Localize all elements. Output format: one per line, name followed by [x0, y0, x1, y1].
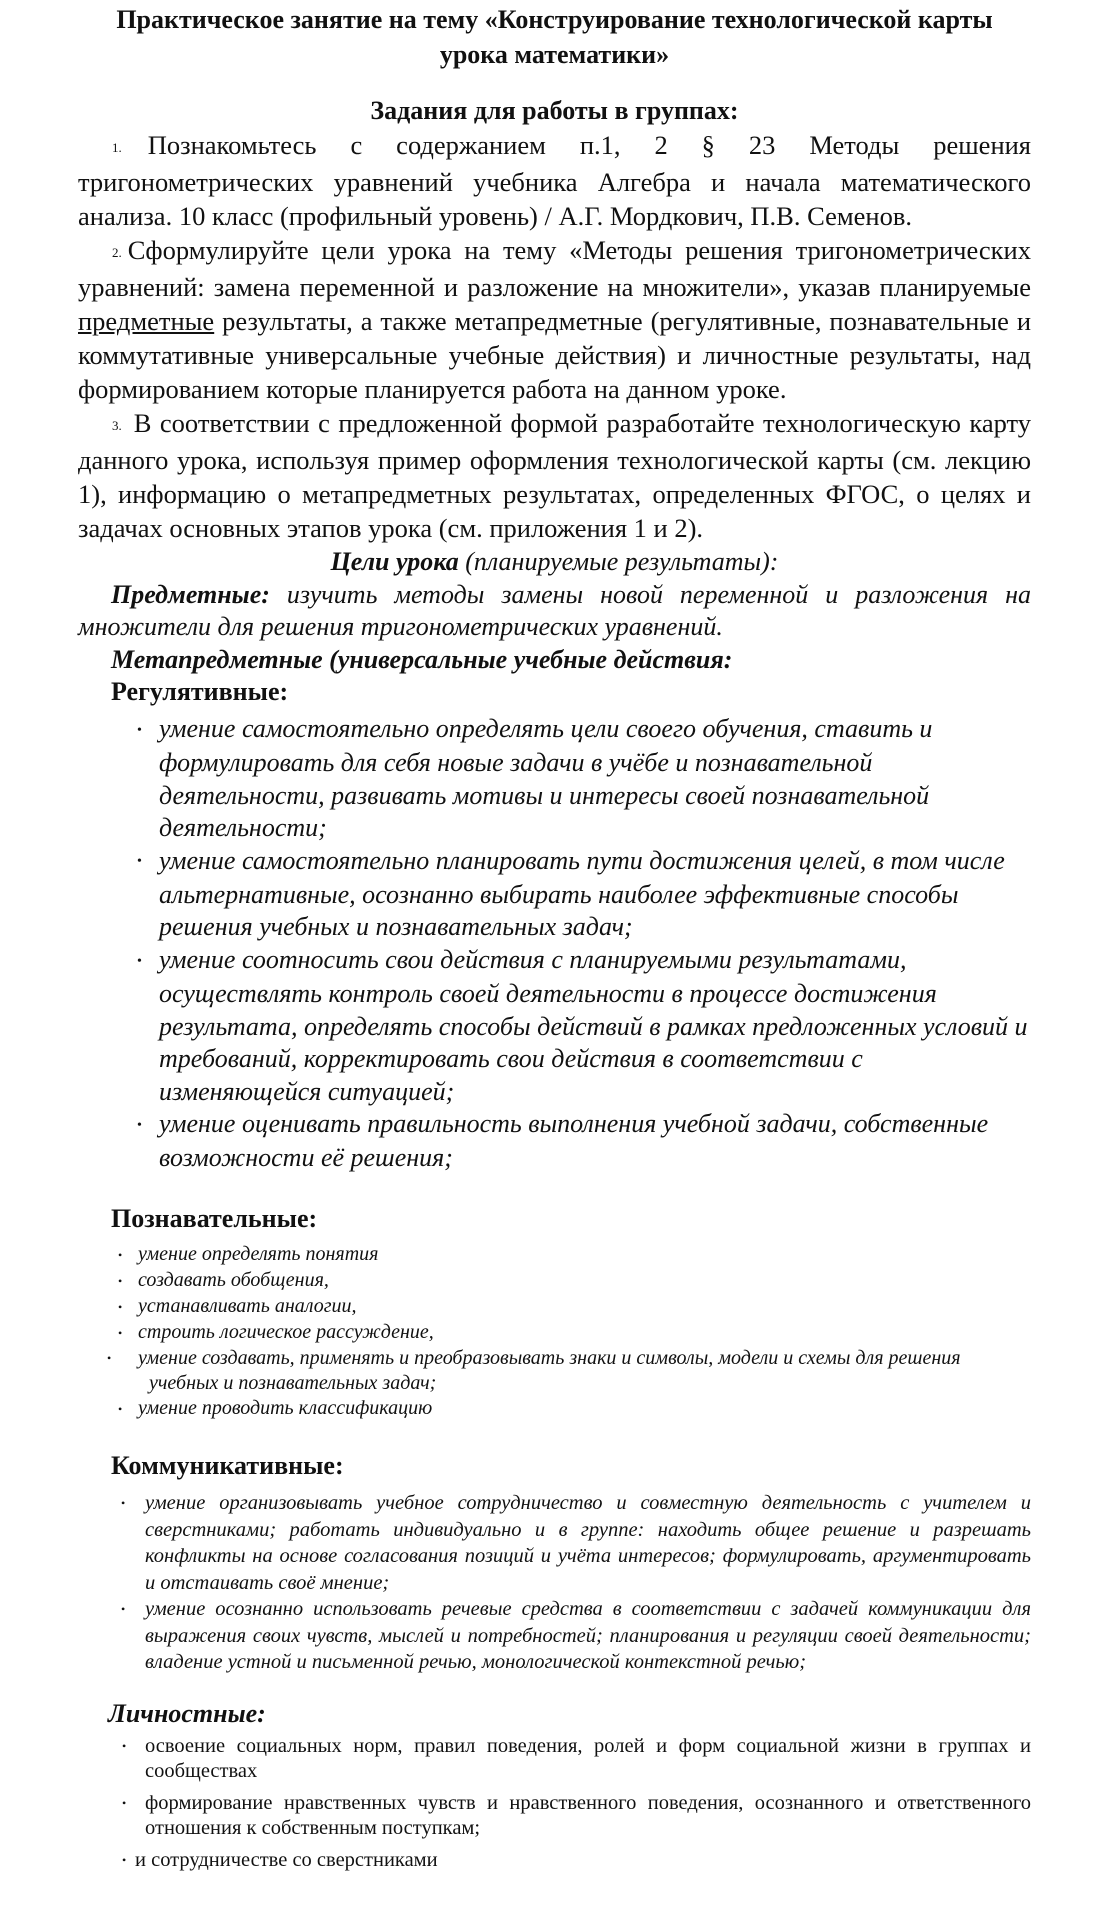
bullet-icon: • [137, 953, 142, 969]
list-item: • умение организовывать учебное сотрудничество и совместную деятельность с учителем и сверстниками; работать индивидуально и в группе: находить общее решение и разрешать конфликты на основе согласования позиций и учёта интересов; формулировать, аргументировать и отстаивать своё мнение; [121, 1492, 1031, 1594]
personal-list [78, 1734, 1031, 1874]
list-item: • строить логическое рассуждение, [78, 1320, 1031, 1346]
meta-heading: Метапредметные (универсальные учебные действия: [111, 644, 733, 674]
goals-heading-bold: Цели урока [330, 546, 459, 576]
bullet-icon: • [122, 1738, 127, 1753]
bullet-icon: • [137, 1117, 142, 1133]
regulatory-list [78, 713, 1031, 1175]
bullet-icon: • [137, 722, 142, 738]
bullet-icon: • [122, 1852, 127, 1867]
goals-heading-rest: (планируемые результаты): [458, 546, 779, 576]
bullet-icon: • [121, 1602, 126, 1617]
title-line-1: Практическое занятие на тему «Конструирование технологической карты [116, 5, 993, 34]
communicative-list [78, 1490, 1031, 1676]
regulatory-heading: Регулятивные: [111, 676, 289, 706]
list-item: • освоение социальных норм, правил поведения, ролей и форм социальной жизни в группах и сообществах [122, 1734, 1031, 1783]
bullet-icon: • [118, 1402, 123, 1417]
cognitive-list [78, 1242, 1031, 1422]
task-2-text-after: результаты, а также метапредметные (регулятивные, познавательные и коммутативные универсальные учебные действия) и личностные результаты, над формированием которые планируется работа на данном уроке. [78, 305, 1031, 404]
list-item: • умение осознанно использовать речевые средства в соответствии с задачей коммуникации для выражения своих чувств, мыслей и потребностей; планирования и регуляции своей деятельности; владение устной и письменной речью, монологической контекстной речью; [121, 1598, 1031, 1674]
bullet-icon: • [107, 1351, 112, 1366]
task-3 [78, 406, 1031, 545]
bullet-icon: • [137, 854, 142, 870]
subject-results [78, 579, 1031, 643]
list-item: • умение самостоятельно определять цели своего обучения, ставить и формулировать для себя новые задачи в учёбе и познавательной деятельности, развивать мотивы и интересы своей познавательной деятельности; [137, 713, 933, 843]
subject-label: Предметные: [111, 579, 270, 609]
task-2-text-before: Сформулируйте цели урока на тему «Методы решения тригонометрических уравнений: замена переменной и разложение на множители», указав планируемые [78, 234, 1031, 302]
list-item: • формирование нравственных чувств и нравственного поведения, осознанного и ответственного отношения к собственным поступкам; [122, 1791, 1031, 1840]
tasks-heading: Задания для работы в группах: [370, 96, 739, 125]
task-3-number: 3. [112, 417, 122, 433]
bullet-icon: • [118, 1247, 123, 1262]
list-item: • умение самостоятельно планировать пути достижения целей, в том числе альтернативные, осознанно выбирать наиболее эффективные способы решения учебных и познавательных задач; [137, 845, 1005, 942]
goals-heading [78, 545, 1031, 579]
list-item: • и сотрудничестве со сверстниками [78, 1848, 1031, 1874]
cognitive-heading: Познавательные: [111, 1203, 318, 1233]
communicative-heading: Коммуникативные: [111, 1451, 344, 1481]
task-1 [78, 128, 1031, 233]
task-2 [78, 233, 1031, 406]
task-1-text: Познакомьтесь с содержанием п.1, 2 § 23 Методы решения тригонометрических уравнений учебника Алгебра и начала математического анализа. 10 класс (профильный уровень) / А.Г. Мордкович, П.В. Семенов. [78, 130, 1031, 231]
bullet-icon: • [118, 1299, 123, 1314]
task-3-text: В соответствии с предложенной формой разработайте технологическую карту данного урока, используя пример оформления технологической карты (см. лекцию 1), информацию о метапредметных результатах, определенных ФГОС, о целях и задачах основных этапов урока (см. приложения 1 и 2). [78, 407, 1031, 543]
task-2-number: 2. [112, 244, 122, 260]
list-item: • умение проводить классификацию [78, 1396, 1031, 1422]
bullet-icon: • [118, 1325, 123, 1340]
task-1-number: 1. [112, 139, 122, 155]
list-item: • умение создавать, применять и преобразовывать знаки и символы, модели и схемы для решения учебных и познавательных задач; [107, 1346, 961, 1395]
list-item: • умение определять понятия [78, 1242, 1031, 1268]
task-2-underlined-word: предметные [78, 305, 215, 336]
subject-text: изучить методы замены новой переменной и разложения на множители для решения тригонометрических уравнений. [78, 579, 1031, 641]
bullet-icon: • [118, 1273, 123, 1288]
document-title [78, 0, 1031, 72]
list-item: • создавать обобщения, [78, 1268, 1031, 1294]
bullet-icon: • [121, 1496, 126, 1511]
bullet-icon: • [122, 1795, 127, 1810]
personal-heading: Личностные: [108, 1698, 266, 1728]
list-item: • устанавливать аналогии, [78, 1294, 1031, 1320]
list-item: • умение оценивать правильность выполнения учебной задачи, собственные возможности её решения; [137, 1109, 989, 1173]
list-item: • умение соотносить свои действия с планируемыми результатами, осуществлять контроль своей деятельности в процессе достижения результата, определять способы действий в рамках предложенных условий и требований, корректировать свои действия в соответствии с изменяющейся ситуацией; [137, 944, 1028, 1106]
title-line-2: урока математики» [439, 40, 670, 69]
